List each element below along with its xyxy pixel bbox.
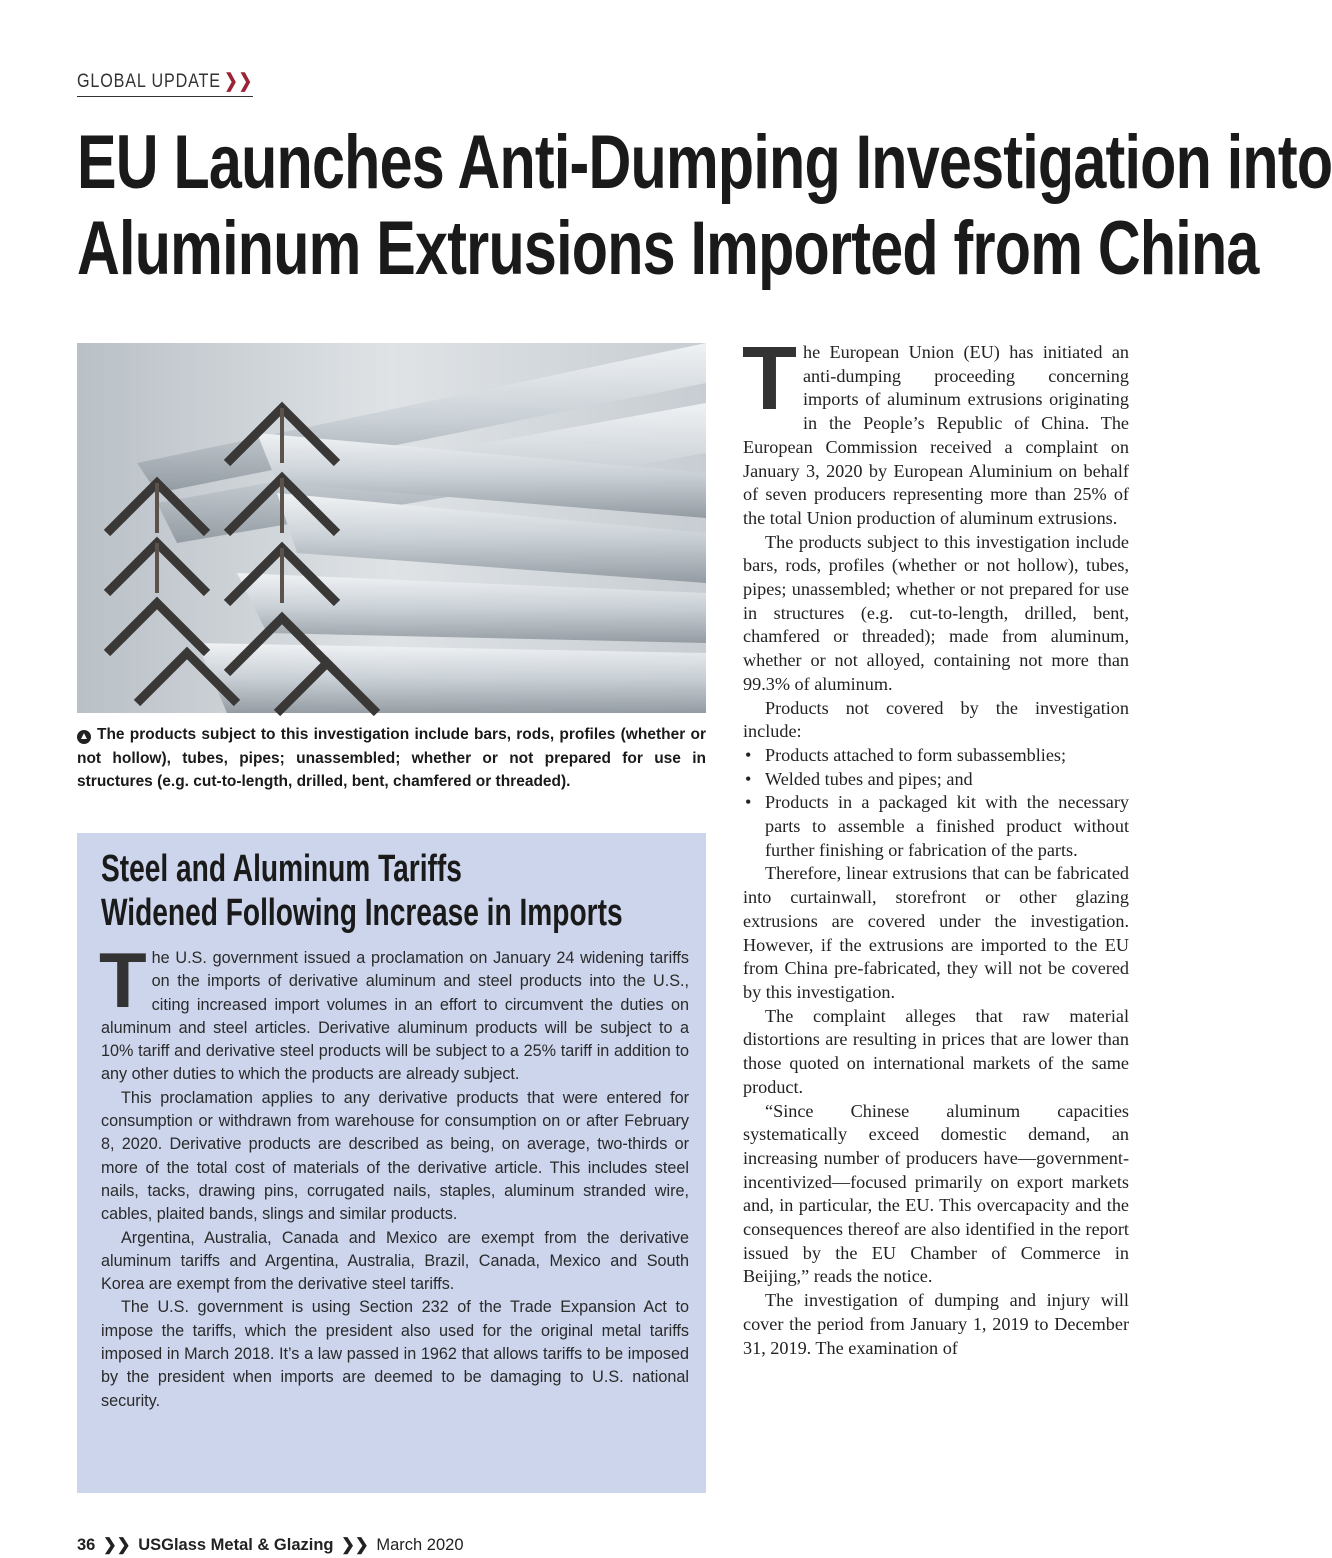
chevron-right-icon: ❯❯ bbox=[102, 1536, 131, 1554]
extrusions-illustration bbox=[77, 343, 706, 713]
article-body bbox=[742, 329, 1129, 1360]
arrow-up-icon: ▲ bbox=[77, 730, 91, 744]
article-paragraph: Therefore, linear extrusions that can be fabricated into curtainwall, storefront or other glazing extrusions are covered under the investigation. However, if the extrusions are imported to the EU from China pre-fabricated, they will not be covered by this investigation. bbox=[743, 863, 1129, 1002]
exclusions-list bbox=[743, 744, 1129, 863]
article-paragraph bbox=[742, 329, 1129, 531]
headline bbox=[77, 120, 1332, 292]
sidebar-box bbox=[77, 833, 706, 1493]
article-dropcap: T bbox=[742, 329, 797, 429]
photo-caption-text: The products subject to this investigation include bars, rods, profiles (whether or not hollow), tubes, pipes; unassembled; whether or not prepared for use in structures (e.g. cut-to-length, drilled, bent, chamfered or threaded). bbox=[77, 726, 706, 790]
section-label bbox=[77, 70, 253, 97]
article-paragraph: The investigation of dumping and injury will cover the period from January 1, 2019 to December 31, 2019. The examination of bbox=[743, 1290, 1129, 1358]
list-item: • Welded tubes and pipes; and bbox=[743, 768, 1129, 792]
headline-line-2: Aluminum Extrusions Imported from China bbox=[77, 206, 1259, 291]
article-paragraph: “Since Chinese aluminum capacities systematically exceed domestic demand, an increasing number of producers have—government-incentivized—focused primarily on export markets and, in particular, the EU. This overcapacity and the consequences thereof are also identified in the report issued by the EU Chamber of Commerce in Beijing,” reads the notice. bbox=[743, 1100, 1129, 1287]
sidebar-paragraph: Argentina, Australia, Canada and Mexico are exempt from the derivative aluminum tariffs and Argentina, Australia, Brazil, Canada, Mexico and South Korea are exempt from the derivative steel tariffs. bbox=[101, 1228, 689, 1294]
page-footer bbox=[77, 1535, 464, 1555]
article-paragraph: The products subject to this investigation include bars, rods, profiles (whether or not hollow), tubes, pipes; unassembled; whether or not prepared for use in structures (e.g. cut-to-length, drilled, bent, chamfered or threaded); made from aluminum, whether or not alloyed, containing not more than 99.3% of aluminum. bbox=[743, 531, 1129, 694]
article-paragraph: The complaint alleges that raw material distortions are resulting in prices that are lower than those quoted on international markets of the same product. bbox=[743, 1005, 1129, 1097]
sidebar-paragraph bbox=[99, 936, 689, 1087]
sidebar-dropcap: T bbox=[99, 936, 147, 1024]
article-paragraph: Products not covered by the investigation include: bbox=[743, 697, 1129, 742]
headline-line-1: EU Launches Anti-Dumping Investigation into bbox=[77, 120, 1332, 205]
list-item: • Products in a packaged kit with the necessary parts to assemble a finished product without further finishing or fabrication of the parts. bbox=[743, 791, 1129, 862]
sidebar-title-line-1: Steel and Aluminum Tariffs bbox=[101, 848, 462, 890]
list-item: • Products attached to form subassemblies; bbox=[743, 744, 1129, 768]
page-number: 36 bbox=[77, 1536, 96, 1554]
photo-caption bbox=[77, 723, 706, 794]
sidebar-title bbox=[101, 847, 623, 935]
sidebar-paragraph: The U.S. government is using Section 232 of the Trade Expansion Act to impose the tariffs, which the president also used for the original metal tariffs imposed in March 2018. It’s a law passed in 1962 that allows tariffs to be imposed by the president when imports are deemed to be damaging to U.S. national security. bbox=[101, 1298, 689, 1410]
sidebar-paragraph-1-text: he U.S. government issued a proclamation on January 24 widening tariffs on the imports of derivative aluminum and steel products into the U.S., citing increased import volumes in an effort to circumvent the duties on aluminum and steel articles. Derivative aluminum products will be subject to a 10% tariff and derivative steel products will be subject to a 25% tariff in addition to any other duties to which the products are already subject. bbox=[101, 949, 689, 1084]
sidebar-title-line-2: Widened Following Increase in Imports bbox=[101, 892, 623, 934]
sidebar-body bbox=[99, 936, 689, 1413]
sidebar-paragraph: This proclamation applies to any derivative products that were entered for consumption or withdrawn from warehouse for consumption on or after February 8, 2020. Derivative products are described as being, on average, two-thirds or more of the total cost of materials of the derivative article. This includes steel nails, tacks, drawing pins, corrugated nails, staples, aluminum stranded wire, cables, plaited bands, slings and similar products. bbox=[101, 1088, 689, 1224]
chevron-right-icon: ❯❯ bbox=[224, 71, 254, 92]
publication-name: USGlass Metal & Glazing bbox=[138, 1536, 334, 1554]
section-label-text: GLOBAL UPDATE bbox=[77, 71, 221, 92]
chevron-right-icon: ❯❯ bbox=[341, 1536, 369, 1554]
issue-date: March 2020 bbox=[376, 1536, 464, 1554]
aluminum-extrusions-photo bbox=[77, 343, 706, 713]
article-paragraph-1-text: he European Union (EU) has initiated an anti-dumping proceeding concerning imports of aluminum extrusions originating in the People’s Republic of China. The European Commission received a complaint on January 3, 2020 by European Aluminium on behalf of seven producers representing more than 25% of the total Union production of aluminum extrusions. bbox=[743, 342, 1129, 528]
